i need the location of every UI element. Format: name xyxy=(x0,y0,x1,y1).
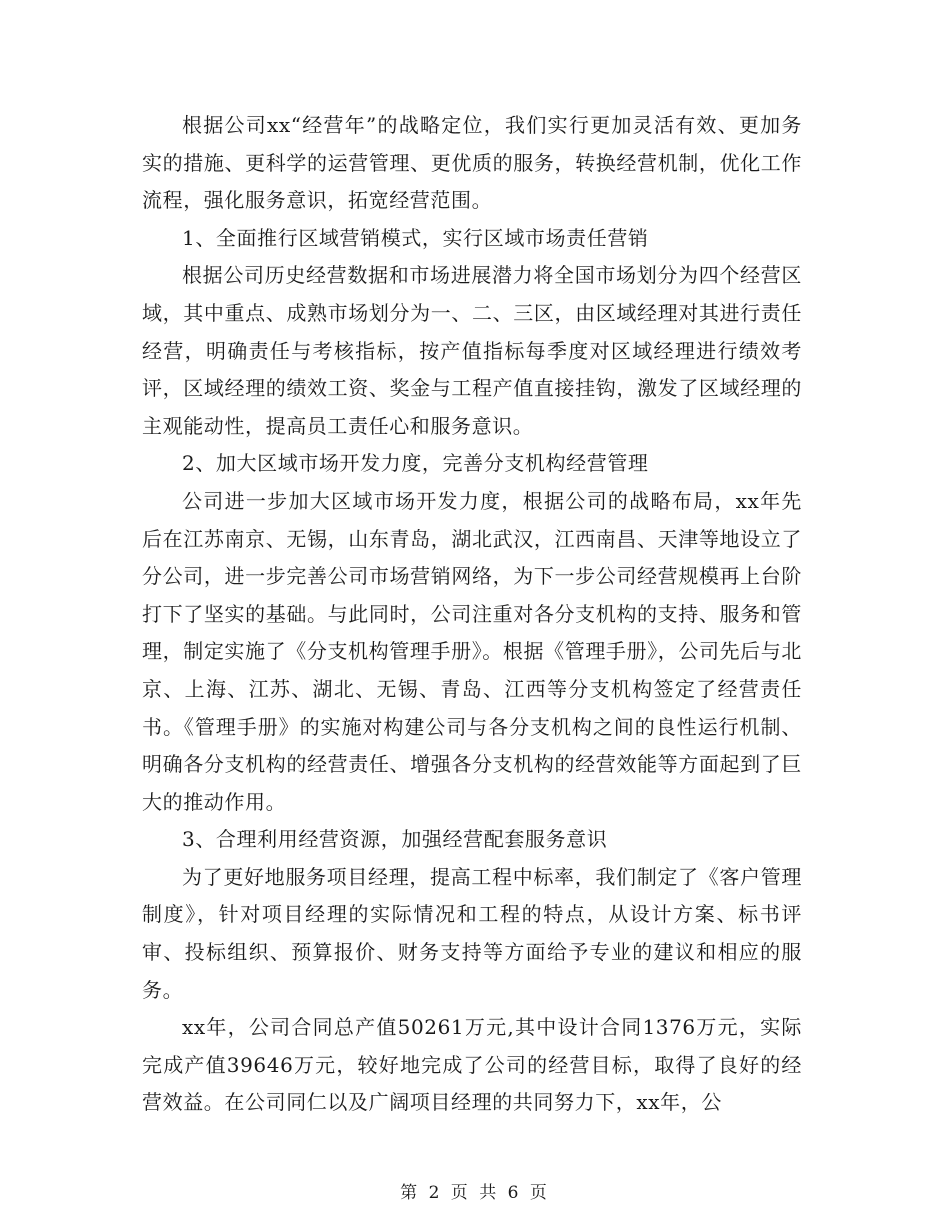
paragraph-2: 公司进一步加大区域市场开发力度，根据公司的战略布局，xx年先后在江苏南京、无锡，山东青岛，湖北武汉，江西南昌、天津等地设立了分公司，进一步完善公司市场营销网络，为下一步公司经营规模再上台阶打下了坚实的基础。与此同时，公司注重对各分支机构的支持、服务和管理，制定实施了《分支机构管理手册》。根据《管理手册》，公司先后与北京、上海、江苏、湖北、无锡、青岛、江西等分支机构签定了经营责任书。《管理手册》的实施对构建公司与各分支机构之间的良性运行机制、明确各分支机构的经营责任、增强各分支机构的经营效能等方面起到了巨大的推动作用。 xyxy=(142,488,802,814)
page-footer: 第 2 页 共 6 页 xyxy=(400,1183,550,1203)
paragraph-intro: 根据公司xx“经营年”的战略定位，我们实行更加灵活有效、更加务实的措施、更科学的运营管理、更优质的服务，转换经营机制，优化工作流程，强化服务意识，拓宽经营范围。 xyxy=(142,113,802,213)
heading-2: 2、加大区域市场开发力度，完善分支机构经营管理 xyxy=(182,451,649,476)
heading-3: 3、合理利用经营资源，加强经营配套服务意识 xyxy=(182,827,608,852)
paragraph-1: 根据公司历史经营数据和市场进展潜力将全国市场划分为四个经营区域，其中重点、成熟市场划分为一、二、三区，由区域经理对其进行责任经营，明确责任与考核指标，按产值指标每季度对区域经理进行绩效考评，区域经理的绩效工资、奖金与工程产值直接挂钩，激发了区域经理的主观能动性，提高员工责任心和服务意识。 xyxy=(142,263,802,438)
heading-1: 1、全面推行区域营销模式，实行区域市场责任营销 xyxy=(182,225,649,250)
paragraph-3: 为了更好地服务项目经理，提高工程中标率，我们制定了《客户管理制度》，针对项目经理的实际情况和工程的特点，从设计方案、标书评审、投标组织、预算报价、财务支持等方面给予专业的建议和相应的服务。 xyxy=(142,864,802,1002)
paragraph-4: xx年，公司合同总产值50261万元,其中设计合同1376万元，实际完成产值39646万元，较好地完成了公司的经营目标，取得了良好的经营效益。在公司同仁以及广阔项目经理的共同努力下，xx年，公 xyxy=(142,1015,802,1115)
body-text xyxy=(142,107,802,1122)
